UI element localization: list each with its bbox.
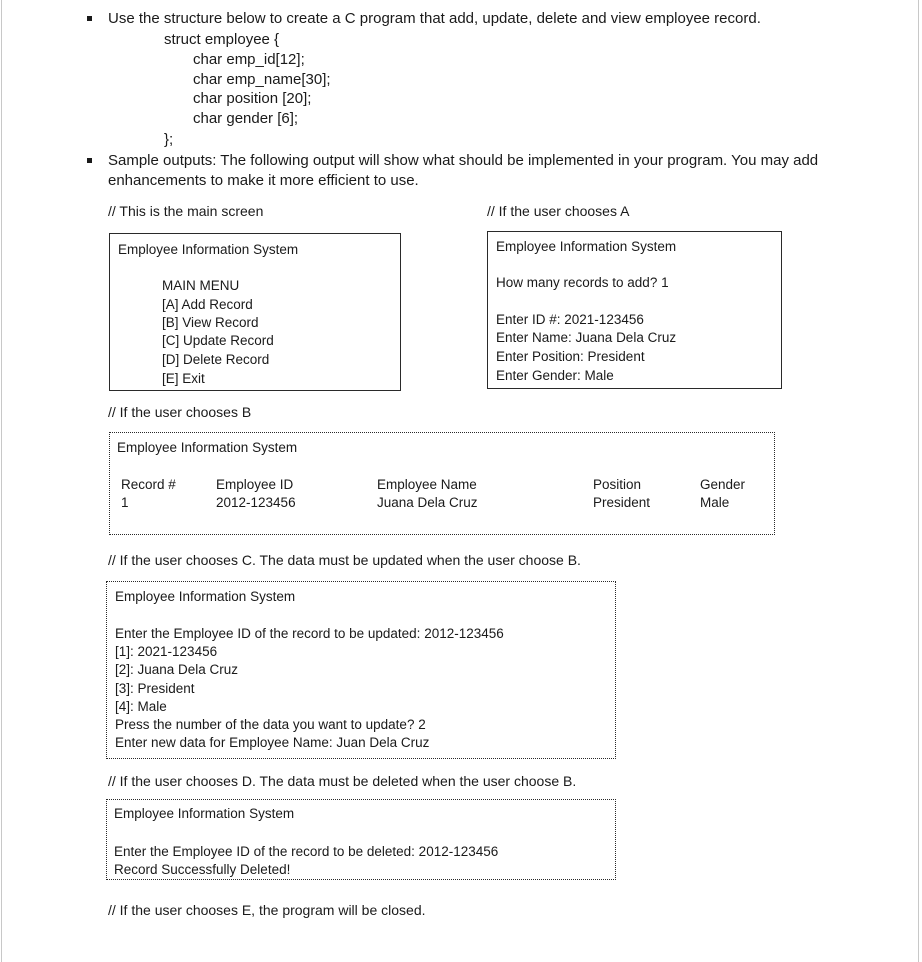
header-employee-id: Employee ID [216, 477, 294, 492]
code-line: char position [20]; [193, 90, 312, 107]
screen-title: Employee Information System [115, 589, 296, 604]
code-line: char gender [6]; [193, 110, 299, 127]
update-screen-caption: // If the user chooses C. The data must be updated when the user choose B. [108, 552, 581, 568]
page-left-edge [1, 0, 2, 962]
screen-title: Employee Information System [496, 239, 677, 254]
cell-employee-id: 2012-123456 [216, 495, 296, 510]
menu-title: MAIN MENU [162, 278, 240, 293]
code-line: char emp_name[30]; [193, 71, 331, 88]
instruction-text: Use the structure below to create a C program that add, update, delete and view employee record. [108, 10, 761, 27]
header-employee-name: Employee Name [377, 477, 477, 492]
cell-employee-name: Juana Dela Cruz [377, 495, 478, 510]
sample-outputs-text: Sample outputs: The following output will show what should be implemented in your program. You may add [108, 152, 819, 169]
field-position: Enter Position: President [496, 349, 645, 364]
menu-option-add: [A] Add Record [162, 297, 253, 312]
code-line: struct employee { [164, 31, 280, 48]
update-id-prompt: Enter the Employee ID of the record to be updated: 2012-123456 [115, 626, 504, 641]
update-option-3: [3]: President [115, 681, 195, 696]
cell-record: 1 [121, 495, 129, 510]
field-gender: Enter Gender: Male [496, 368, 614, 383]
code-line: }; [164, 131, 174, 148]
update-option-1: [1]: 2021-123456 [115, 644, 218, 659]
menu-option-delete: [D] Delete Record [162, 352, 270, 367]
delete-id-prompt: Enter the Employee ID of the record to be deleted: 2012-123456 [114, 844, 499, 859]
screen-title: Employee Information System [114, 806, 295, 821]
page-right-edge [918, 0, 919, 962]
header-position: Position [593, 477, 642, 492]
delete-screen-caption: // If the user chooses D. The data must be deleted when the user choose B. [108, 773, 577, 789]
add-screen-box [487, 231, 782, 389]
code-line: char emp_id[12]; [193, 51, 305, 68]
view-screen-box [109, 432, 775, 535]
records-prompt: How many records to add? 1 [496, 275, 669, 290]
field-name: Enter Name: Juana Dela Cruz [496, 330, 677, 345]
update-choice-prompt: Press the number of the data you want to update? 2 [115, 717, 426, 732]
delete-confirmation: Record Successfully Deleted! [114, 862, 291, 877]
delete-screen-box [106, 799, 616, 880]
update-screen-box [106, 581, 616, 759]
add-screen-caption: // If the user chooses A [487, 203, 630, 219]
header-gender: Gender [700, 477, 746, 492]
cell-gender: Male [700, 495, 730, 510]
update-option-4: [4]: Male [115, 699, 167, 714]
menu-option-exit: [E] Exit [162, 371, 205, 386]
update-option-2: [2]: Juana Dela Cruz [115, 662, 239, 677]
menu-option-view: [B] View Record [162, 315, 259, 330]
header-record: Record # [121, 477, 176, 492]
screen-title: Employee Information System [117, 440, 298, 455]
bullet-marker [87, 158, 92, 163]
bullet-marker [87, 16, 92, 21]
sample-outputs-text-cont: enhancements to make it more efficient to use. [108, 172, 419, 189]
main-screen-box [109, 233, 401, 391]
screen-title: Employee Information System [118, 242, 299, 257]
exit-screen-caption: // If the user chooses E, the program will be closed. [108, 902, 426, 918]
view-screen-caption: // If the user chooses B [108, 404, 252, 420]
update-new-data: Enter new data for Employee Name: Juan Dela Cruz [115, 735, 430, 750]
cell-position: President [593, 495, 651, 510]
field-id: Enter ID #: 2021-123456 [496, 312, 644, 327]
menu-option-update: [C] Update Record [162, 333, 274, 348]
main-screen-caption: // This is the main screen [108, 203, 264, 219]
